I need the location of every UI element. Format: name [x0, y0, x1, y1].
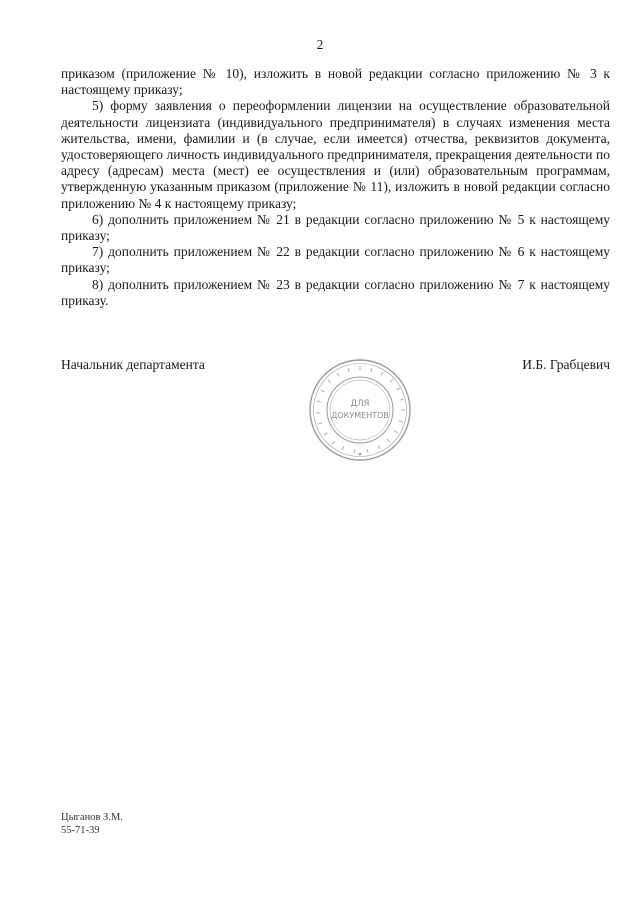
paragraph-item-6: 6) дополнить приложением № 21 в редакции согласно приложению № 5 к настоящему приказу; [61, 211, 610, 244]
paragraph-item-8: 8) дополнить приложением № 23 в редакции согласно приложению № 7 к настоящему приказу. [61, 276, 610, 308]
paragraph-continuation: приказом (приложение № 10), изложить в новой редакции согласно приложению № 3 к настоящему приказу; [61, 66, 610, 98]
stamp-text-line2: ДОКУМЕНТОВ [331, 411, 389, 420]
executor-info [61, 811, 123, 837]
document-body [61, 66, 610, 309]
page-number: 2 [316, 37, 324, 52]
executor-name: Цыганов З.М. [61, 812, 123, 823]
executor-phone: 55-71-39 [61, 825, 100, 836]
seal-stamp-icon [308, 358, 412, 462]
signatory-name: И.Б. Грабцевич [522, 357, 610, 372]
paragraph-item-5: 5) форму заявления о переоформлении лицензии на осуществление образовательной деятельности лицензиата (индивидуального предпринимателя) в случаях изменения места жительства, имени, фамилии и (в случае, если имеется) отчества, реквизитов документа, удостоверяющего личность индивидуального предпринимателя, прекращения деятельности по адресу (адресам) места (мест) ее осуществления и (или) образовательным программам, утвержденную указанным приказом (приложение № 11), изложить в новой редакции согласно приложению № 4 к настоящему приказу; [61, 98, 610, 211]
stamp-text-line1: ДЛЯ [350, 399, 370, 409]
signatory-position: Начальник департамента [61, 357, 205, 372]
paragraph-item-7: 7) дополнить приложением № 22 в редакции согласно приложению № 6 к настоящему приказу; [61, 244, 610, 276]
